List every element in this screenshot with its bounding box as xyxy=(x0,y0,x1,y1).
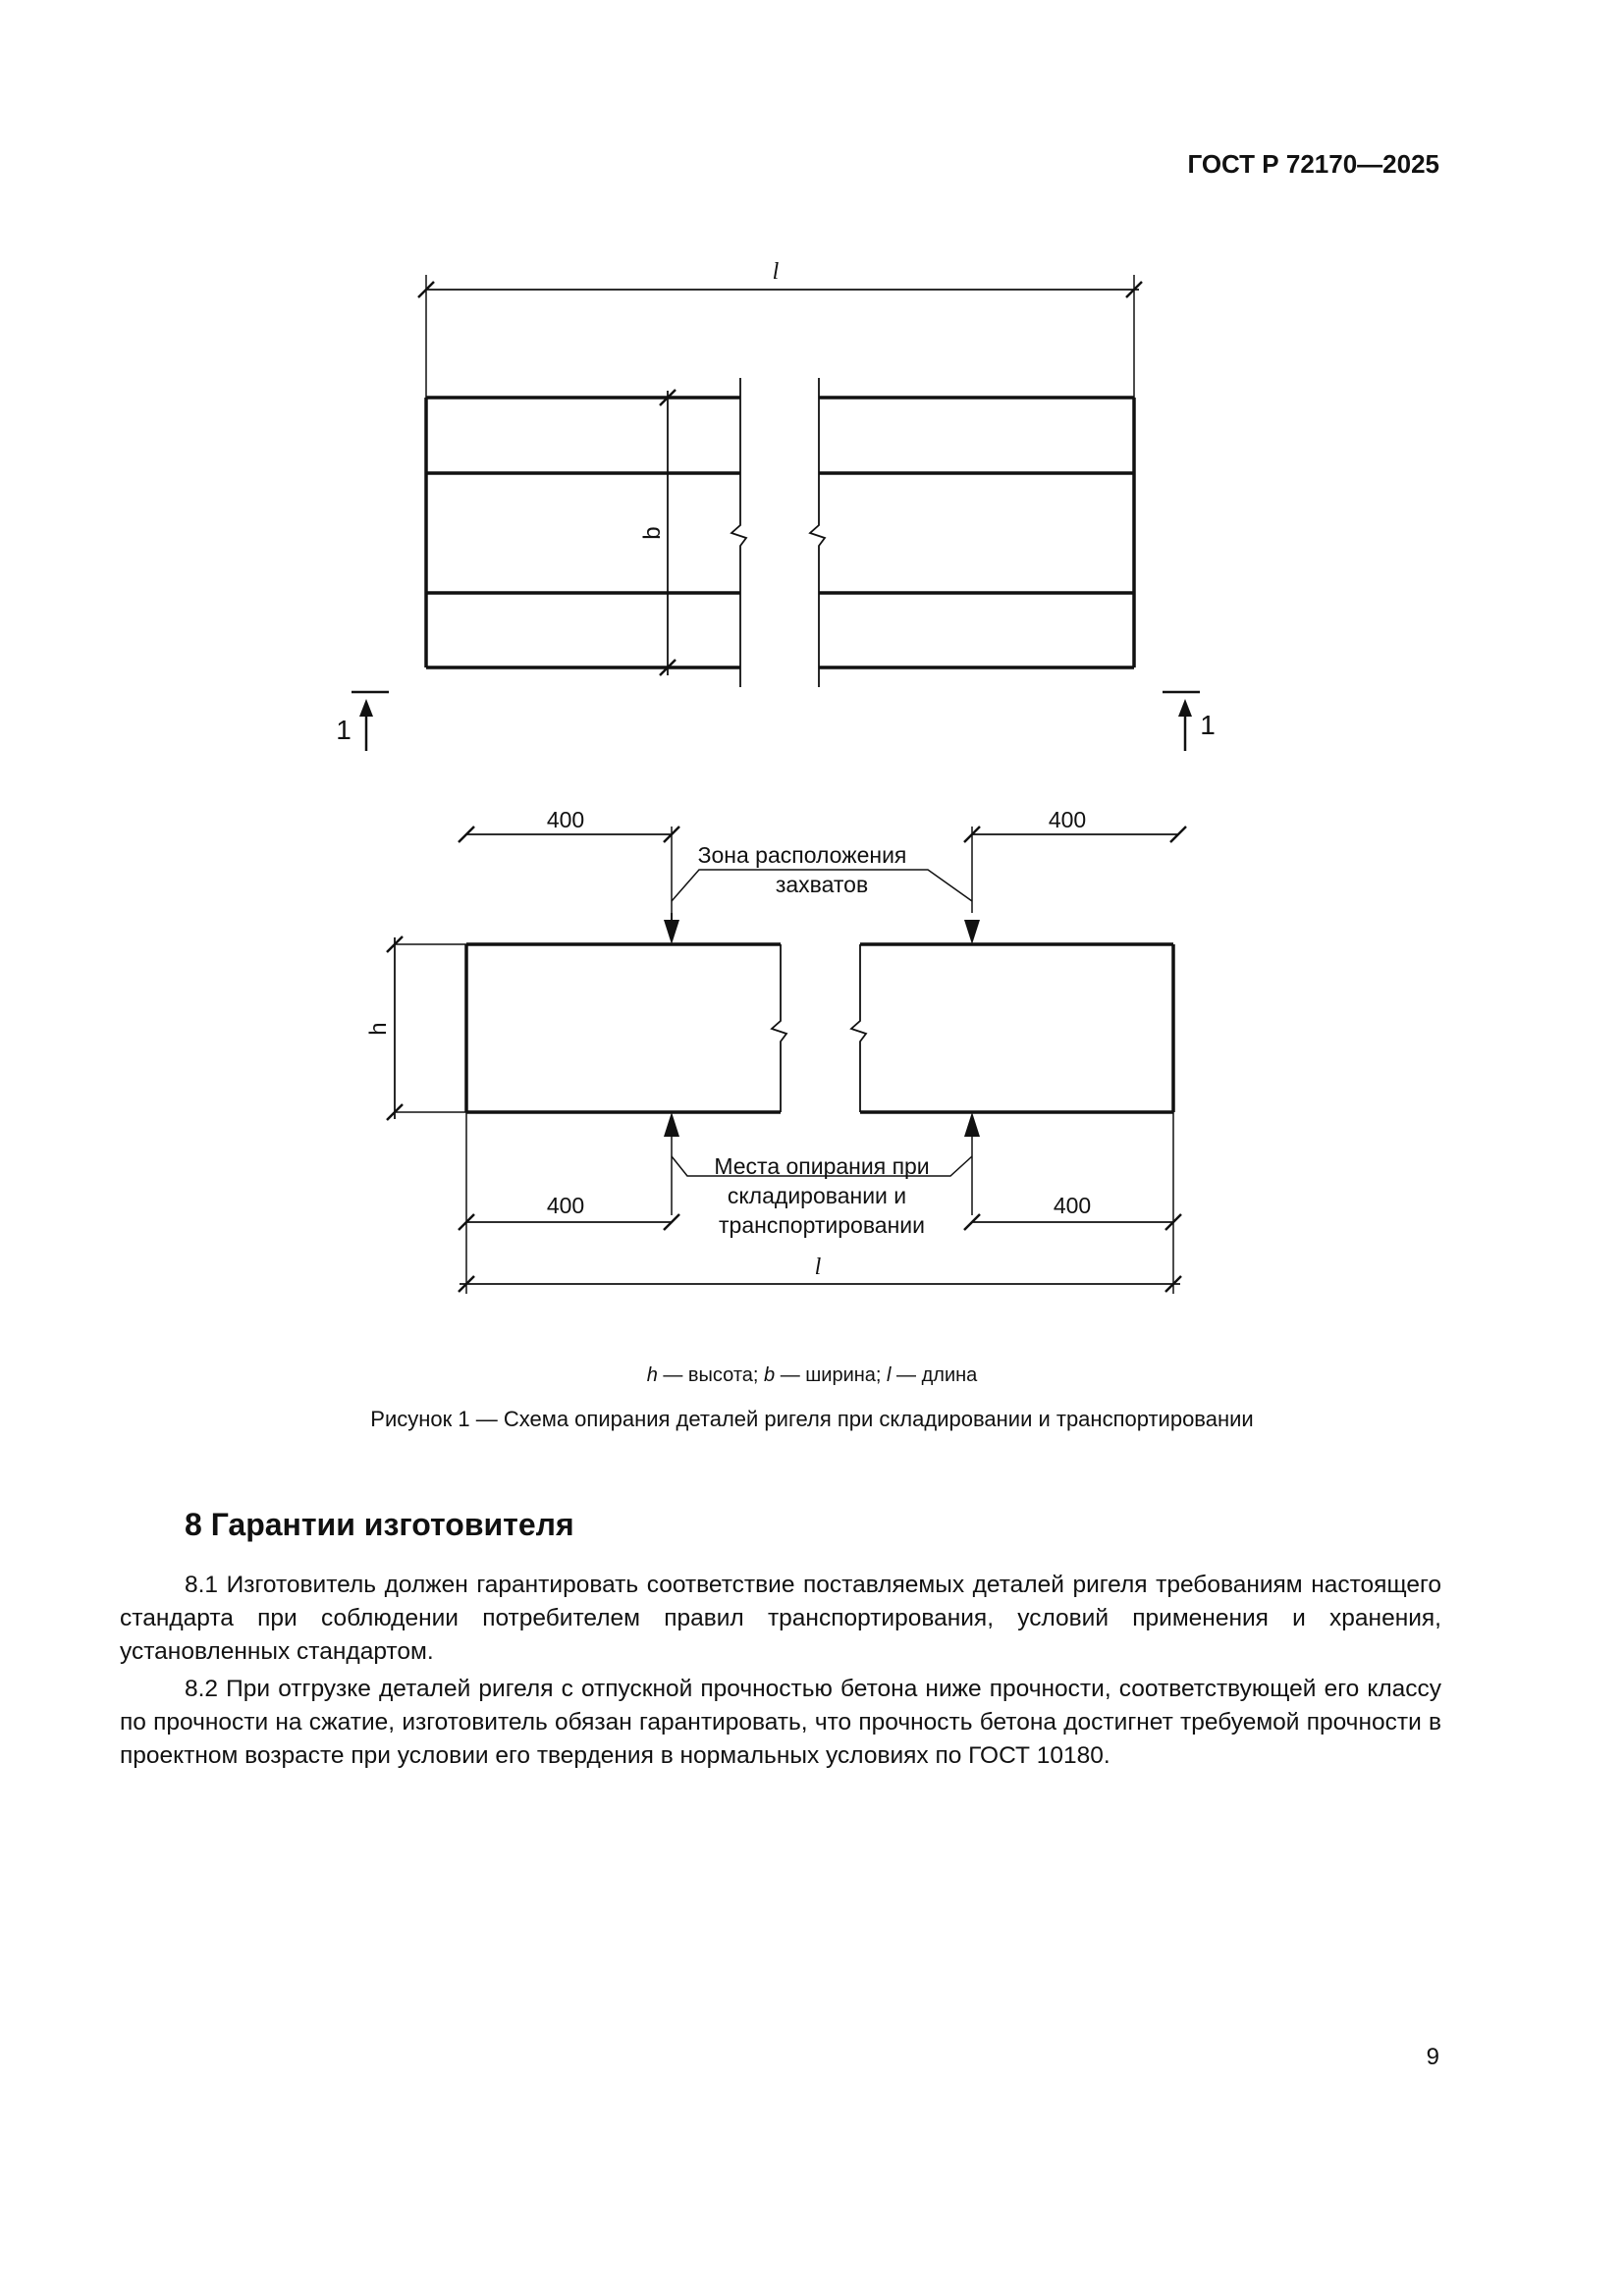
legend-h-symbol: h xyxy=(646,1364,658,1386)
legend-b-symbol: b xyxy=(764,1364,776,1386)
section-title: 8 Гарантии изготовителя xyxy=(185,1507,574,1542)
legend-h-text: — высота; xyxy=(657,1364,765,1386)
figure-caption: Рисунок 1 — Схема опирания деталей ригеля при складировании и транспортировании xyxy=(370,1407,1254,1431)
paragraph-8-1: 8.1 Изготовитель должен гарантировать соответствие поставляемых деталей ригеля требованиям настоящего стандарта при соблюдении потребителем правил транспортирования, условий применения и хранения, установленных стандартом. xyxy=(120,1572,1441,1665)
dim-bottom-right: 400 xyxy=(1053,1193,1092,1218)
side-length-label: l xyxy=(814,1255,822,1280)
top-length-label: l xyxy=(772,259,780,285)
figure-legend xyxy=(0,1364,1624,1387)
support-label-line3: транспортировании xyxy=(719,1212,925,1238)
document-header: ГОСТ Р 72170—2025 xyxy=(1187,149,1439,179)
grip-zone-label-line1: Зона расположения xyxy=(697,842,907,868)
height-label: h xyxy=(365,1022,392,1036)
dim-top-right: 400 xyxy=(1048,807,1087,832)
page-number: 9 xyxy=(1426,2044,1439,2070)
legend-l-symbol: l xyxy=(887,1364,892,1386)
grip-zone-label-line2: захватов xyxy=(775,872,869,897)
legend-b-text: — ширина; xyxy=(775,1364,888,1386)
section-mark-right: 1 xyxy=(1200,710,1216,740)
legend-l-text: — длина xyxy=(891,1364,978,1386)
support-label-line1: Места опирания при xyxy=(714,1153,930,1179)
paragraph-8-2: 8.2 При отгрузке деталей ригеля с отпускной прочностью бетона ниже прочности, соответствующей его классу по прочности на сжатие, изготовитель обязан гарантировать, что прочность бетона достигнет требуемой прочности в проектном возрасте при условии его твердения в нормальных условиях по ГОСТ 10180. xyxy=(120,1676,1441,1769)
dim-top-left: 400 xyxy=(546,807,585,832)
section-mark-left: 1 xyxy=(336,715,352,745)
dim-bottom-left: 400 xyxy=(546,1193,585,1218)
width-label: b xyxy=(639,526,666,540)
support-label-line2: складировании и xyxy=(727,1183,907,1208)
